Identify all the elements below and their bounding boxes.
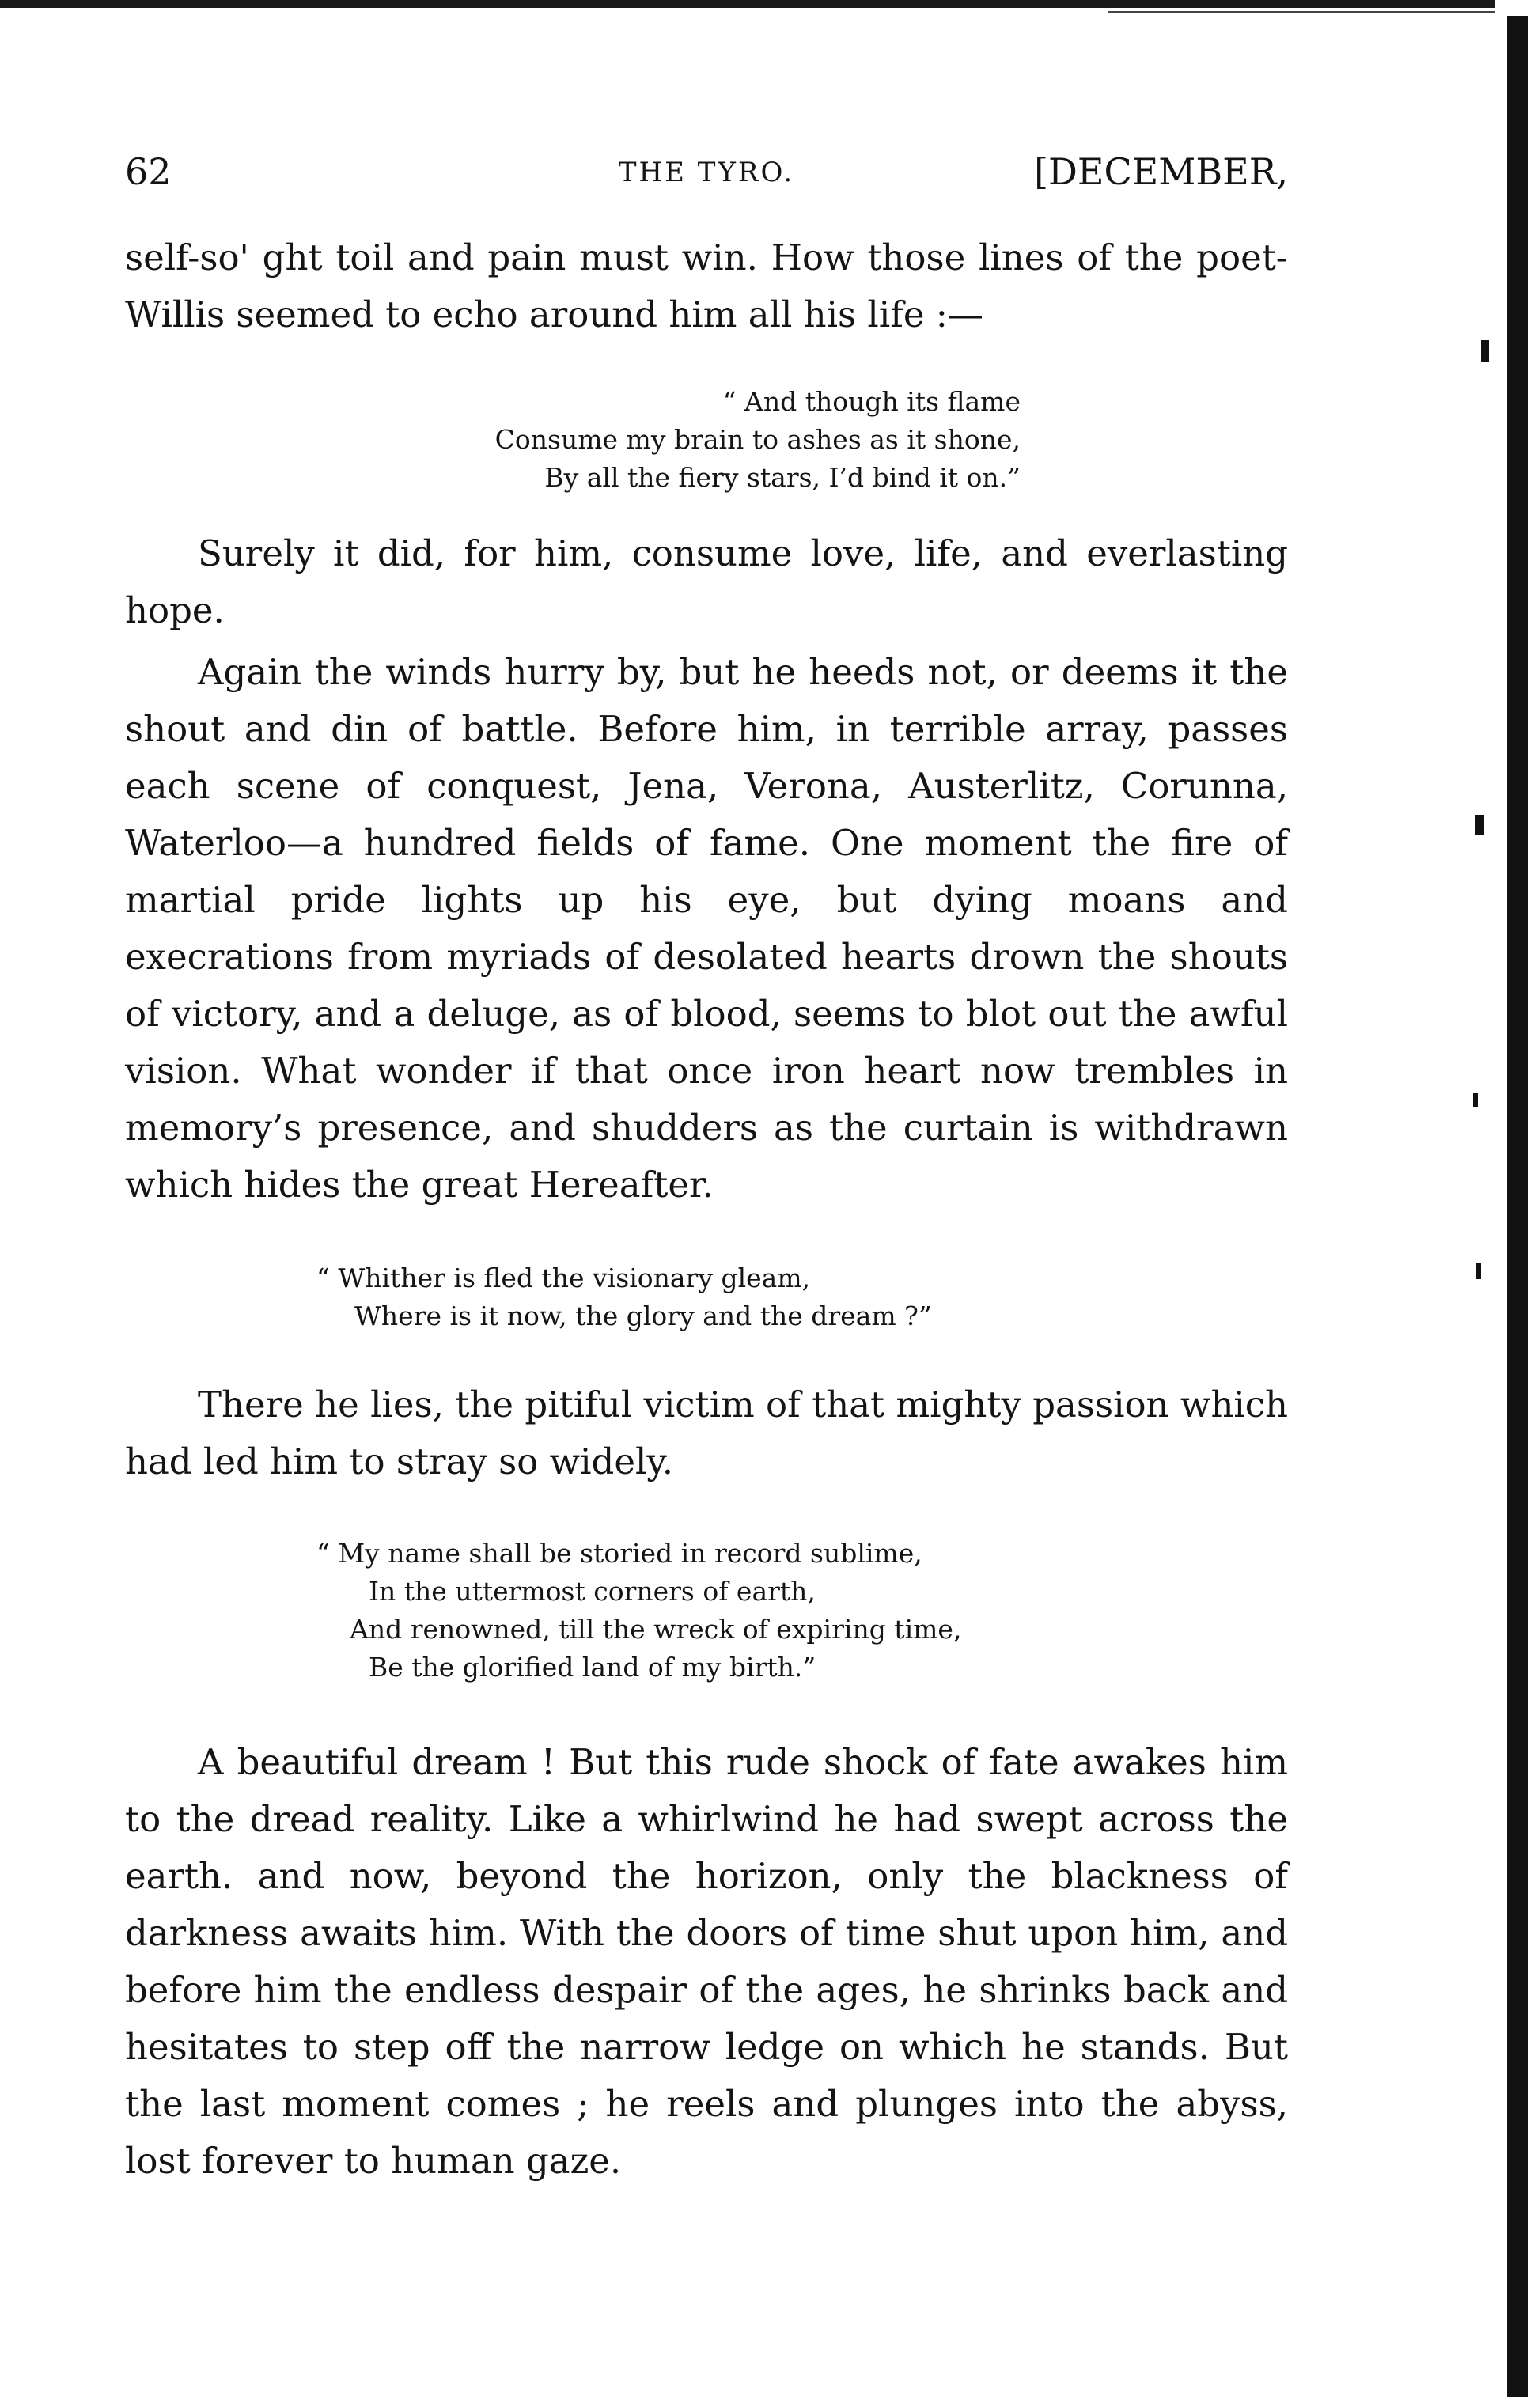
- binding-mark: [1473, 1093, 1478, 1107]
- binding-mark: [1476, 1263, 1481, 1279]
- paragraph: self-so' ght toil and pain must win. How those lines of the poet-Willis seemed to echo around him all his life :—: [125, 237, 1288, 335]
- page-number: 62: [125, 150, 172, 193]
- verse-quote: [316, 1259, 932, 1335]
- running-header: [125, 150, 1288, 206]
- top-edge-thin-rule: [1108, 11, 1495, 13]
- binding-edge: [1507, 16, 1528, 2397]
- running-title: THE TYRO.: [618, 157, 795, 188]
- top-edge-rule: [0, 0, 1495, 8]
- verse-line: “ My name shall be storied in record sublime,: [316, 1538, 922, 1569]
- verse-line: “ And though its flame: [722, 386, 1021, 417]
- running-date: [DECEMBER,: [1034, 150, 1288, 193]
- paragraph: Again the winds hurry by, but he heeds not, or deems it the shout and din of battle. Before him, in terrible array, passes each scene of conquest, Jena, Verona, Austerlitz, Corunna, Waterloo—a hundred fields of fame. One moment the fire of martial pride lights up his eye, but dying moans and execrations from myriads of desolated hearts drown the shouts of victory, and a deluge, as of blood, seems to blot out the awful vision. What wonder if that once iron heart now trembles in memory’s presence, and shudders as the curtain is withdrawn which hides the great Hereafter.: [125, 651, 1288, 1206]
- verse-line: Consume my brain to ashes as it shone,: [494, 424, 1021, 455]
- verse-line: In the uttermost corners of earth,: [369, 1576, 816, 1607]
- paragraph: A beautiful dream ! But this rude shock of fate awakes him to the dread reality. Like a whirlwind he had swept across the earth. and now, beyond the horizon, only the blackness of darkness awaits him. With the doors of time shut upon him, and before him the endless despair of the ages, he shrinks back and hesitates to step off the narrow ledge on which he stands. But the last moment comes ; he reels and plunges into the abyss, lost forever to human gaze.: [125, 1741, 1288, 2182]
- verse-line: Be the glorified land of my birth.”: [369, 1652, 816, 1683]
- verse-line: By all the fiery stars, I’d bind it on.”: [544, 462, 1021, 493]
- verse-quote: [417, 383, 1021, 497]
- verse-quote: [316, 1535, 961, 1687]
- paragraph: Surely it did, for him, consume love, life, and everlasting hope.: [125, 532, 1288, 631]
- verse-line: “ Whither is fled the visionary gleam,: [316, 1263, 811, 1293]
- binding-mark: [1475, 815, 1484, 835]
- paragraph: There he lies, the pitiful victim of that mighty passion which had led him to stray so widely.: [125, 1384, 1288, 1482]
- binding-mark: [1481, 340, 1489, 362]
- verse-line: Where is it now, the glory and the dream ?”: [354, 1301, 932, 1331]
- verse-line: And renowned, till the wreck of expiring time,: [350, 1614, 962, 1645]
